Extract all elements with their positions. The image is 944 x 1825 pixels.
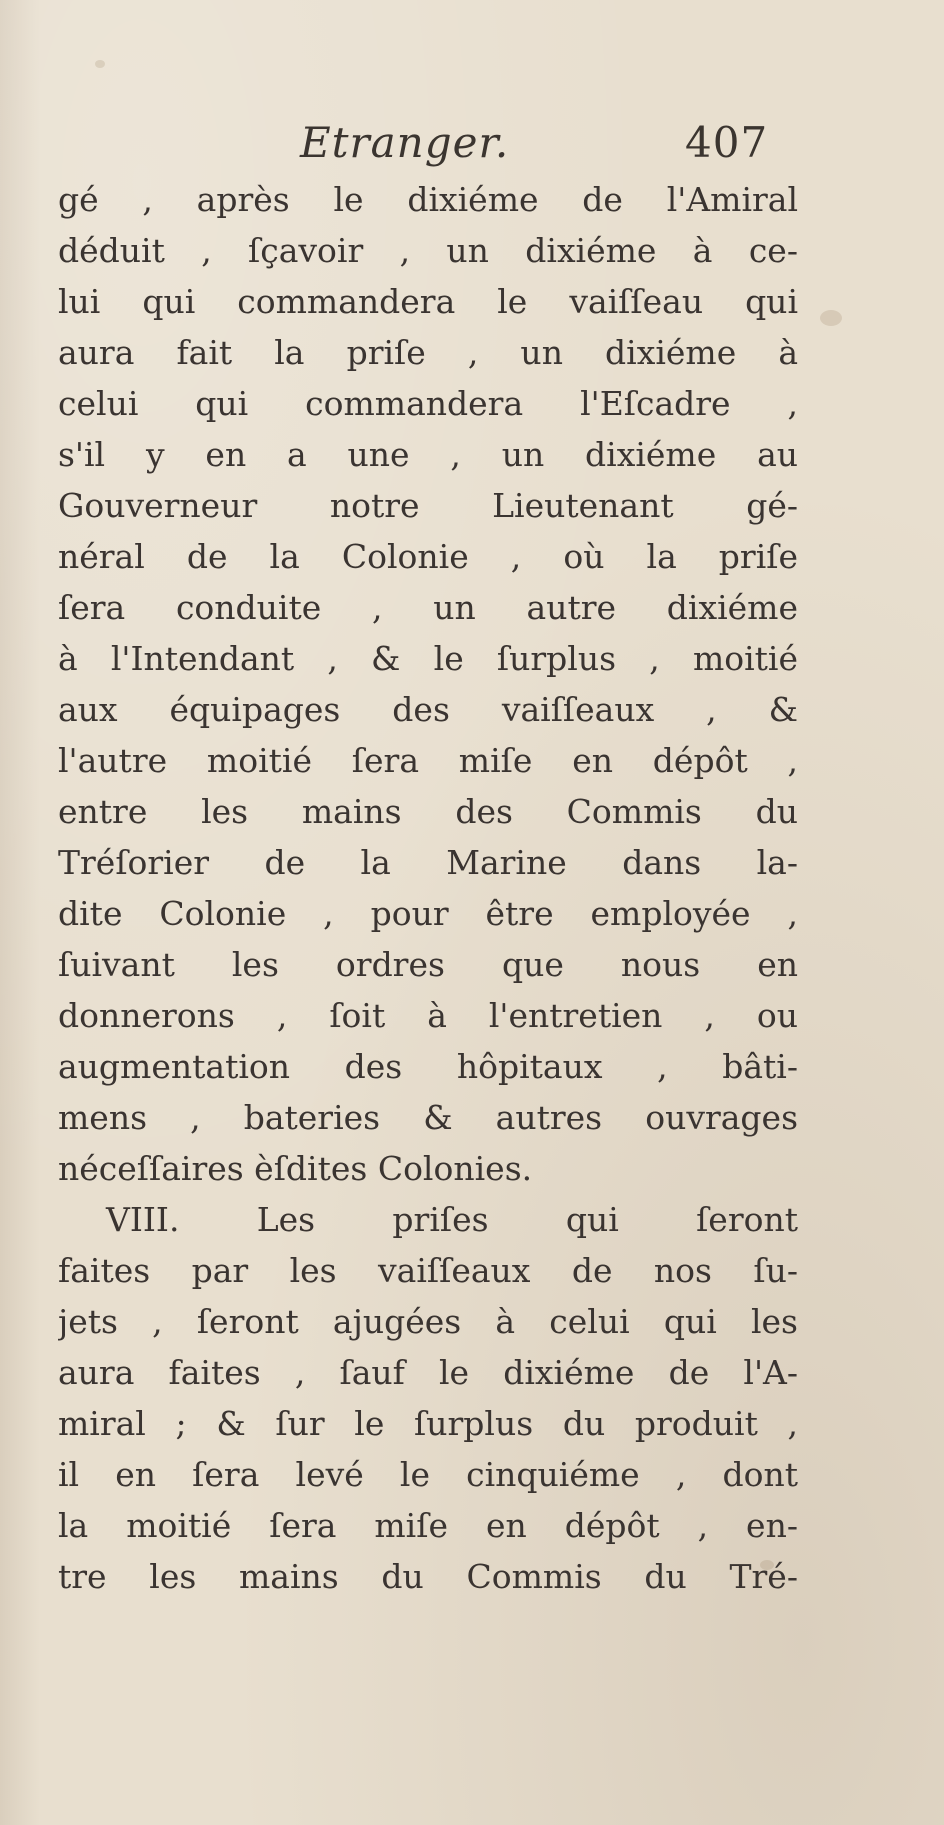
text-line: s'il y en a une , un dixiéme au	[58, 435, 798, 474]
paper-stain	[820, 310, 842, 326]
text-line: aura fait la priſe , un dixiéme à	[58, 333, 798, 372]
text-line: dite Colonie , pour être employée ,	[58, 894, 798, 933]
text-line: néceſſaires èſdites Colonies.	[58, 1149, 533, 1188]
text-line: aura faites , ſauf le dixiéme de l'A-	[58, 1353, 798, 1392]
text-line: gé , après le dixiéme de l'Amiral	[58, 180, 798, 219]
text-line: il en ſera levé le cinquiéme , dont	[58, 1455, 798, 1494]
text-line: ſuivant les ordres que nous en	[58, 945, 798, 984]
text-line: aux équipages des vaiſſeaux , &	[58, 690, 798, 729]
text-line: à l'Intendant , & le ſurplus , moitié	[58, 639, 798, 678]
paper-stain	[95, 60, 105, 68]
text-line: augmentation des hôpitaux , bâti-	[58, 1047, 798, 1086]
article-start-line: VIII. Les priſes qui ſeront	[106, 1200, 798, 1239]
page-number: 407	[685, 118, 769, 167]
text-line: Tréſorier de la Marine dans la-	[58, 843, 798, 882]
text-line: lui qui commandera le vaiſſeau qui	[58, 282, 798, 321]
text-line: tre les mains du Commis du Tré-	[58, 1557, 798, 1596]
text-line: ſera conduite , un autre dixiéme	[58, 588, 798, 627]
text-line: miral ; & ſur le ſurplus du produit ,	[58, 1404, 798, 1443]
body-text	[58, 174, 798, 1602]
text-line: l'autre moitié ſera miſe en dépôt ,	[58, 741, 798, 780]
text-line: Gouverneur notre Lieutenant gé-	[58, 486, 798, 525]
running-head	[0, 118, 944, 178]
text-line: donnerons , ſoit à l'entretien , ou	[58, 996, 798, 1035]
text-line: entre les mains des Commis du	[58, 792, 798, 831]
running-title: Etranger.	[300, 118, 510, 167]
text-line: celui qui commandera l'Eſcadre ,	[58, 384, 798, 423]
text-line: néral de la Colonie , où la priſe	[58, 537, 798, 576]
text-line: la moitié ſera miſe en dépôt , en-	[58, 1506, 798, 1545]
text-line: mens , bateries & autres ouvrages	[58, 1098, 798, 1137]
text-line: jets , ſeront ajugées à celui qui les	[58, 1302, 798, 1341]
text-line: déduit , ſçavoir , un dixiéme à ce-	[58, 231, 798, 270]
text-line: faites par les vaiſſeaux de nos ſu-	[58, 1251, 798, 1290]
